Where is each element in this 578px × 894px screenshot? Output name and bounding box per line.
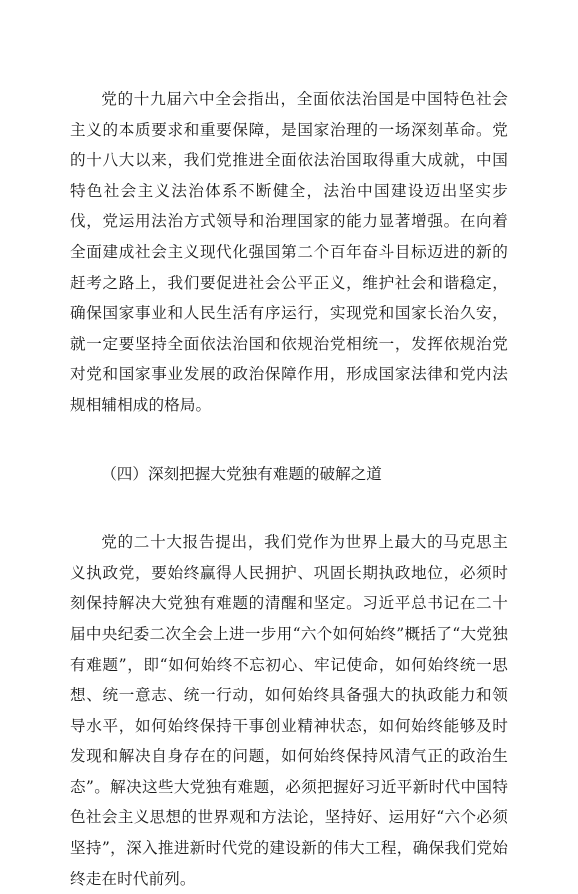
paragraph-rule-of-law: 党的十九届六中全会指出，全面依法治国是中国特色社会主义的本质要求和重要保障，是国家治理的一场深刻革命。党的十八大以来，我们党推进全面依法治国取得重大成就，中国特色社会主义法治体系不断健全，法治中国建设迈出坚实步伐，党运用法治方式领导和治理国家的能力显著增强。在向着全面建成社会主义现代化强国第二个百年奋斗目标迈进的新的赶考之路上，我们要促进社会公平正义，维护社会和谐稳定，确保国家事业和人民生活有序运行，实现党和国家长治久安，就一定要坚持全面依法治国和依规治党相统一，发挥依规治党对党和国家事业发展的政治保障作用，形成国家法律和党内法规相辅相成的格局。 xyxy=(70,90,508,414)
section-heading: （四）深刻把握大党独有难题的破解之道 xyxy=(101,464,382,483)
paragraph-party-challenges: 党的二十大报告提出，我们党作为世界上最大的马克思主义执政党，要始终赢得人民拥护、巩固长期执政地位，必须时刻保持解决大党独有难题的清醒和坚定。习近平总书记在二十届中央纪委二次全会上进一步用“六个如何始终”概括了“大党独有难题”，即“如何始终不忘初心、牢记使命，如何始终统一思想、统一意志、统一行动，如何始终具备强大的执政能力和领导水平，如何始终保持干事创业精神状态，如何始终能够及时发现和解决自身存在的问题，如何始终保持风清气正的政治生态”。解决这些大党独有难题，必须把握好习近平新时代中国特色社会主义思想的世界观和方法论，坚持好、运用好“六个必须坚持”，深入推进新时代党的建设新的伟大工程，确保我们党始终走在时代前列。 xyxy=(70,533,508,888)
